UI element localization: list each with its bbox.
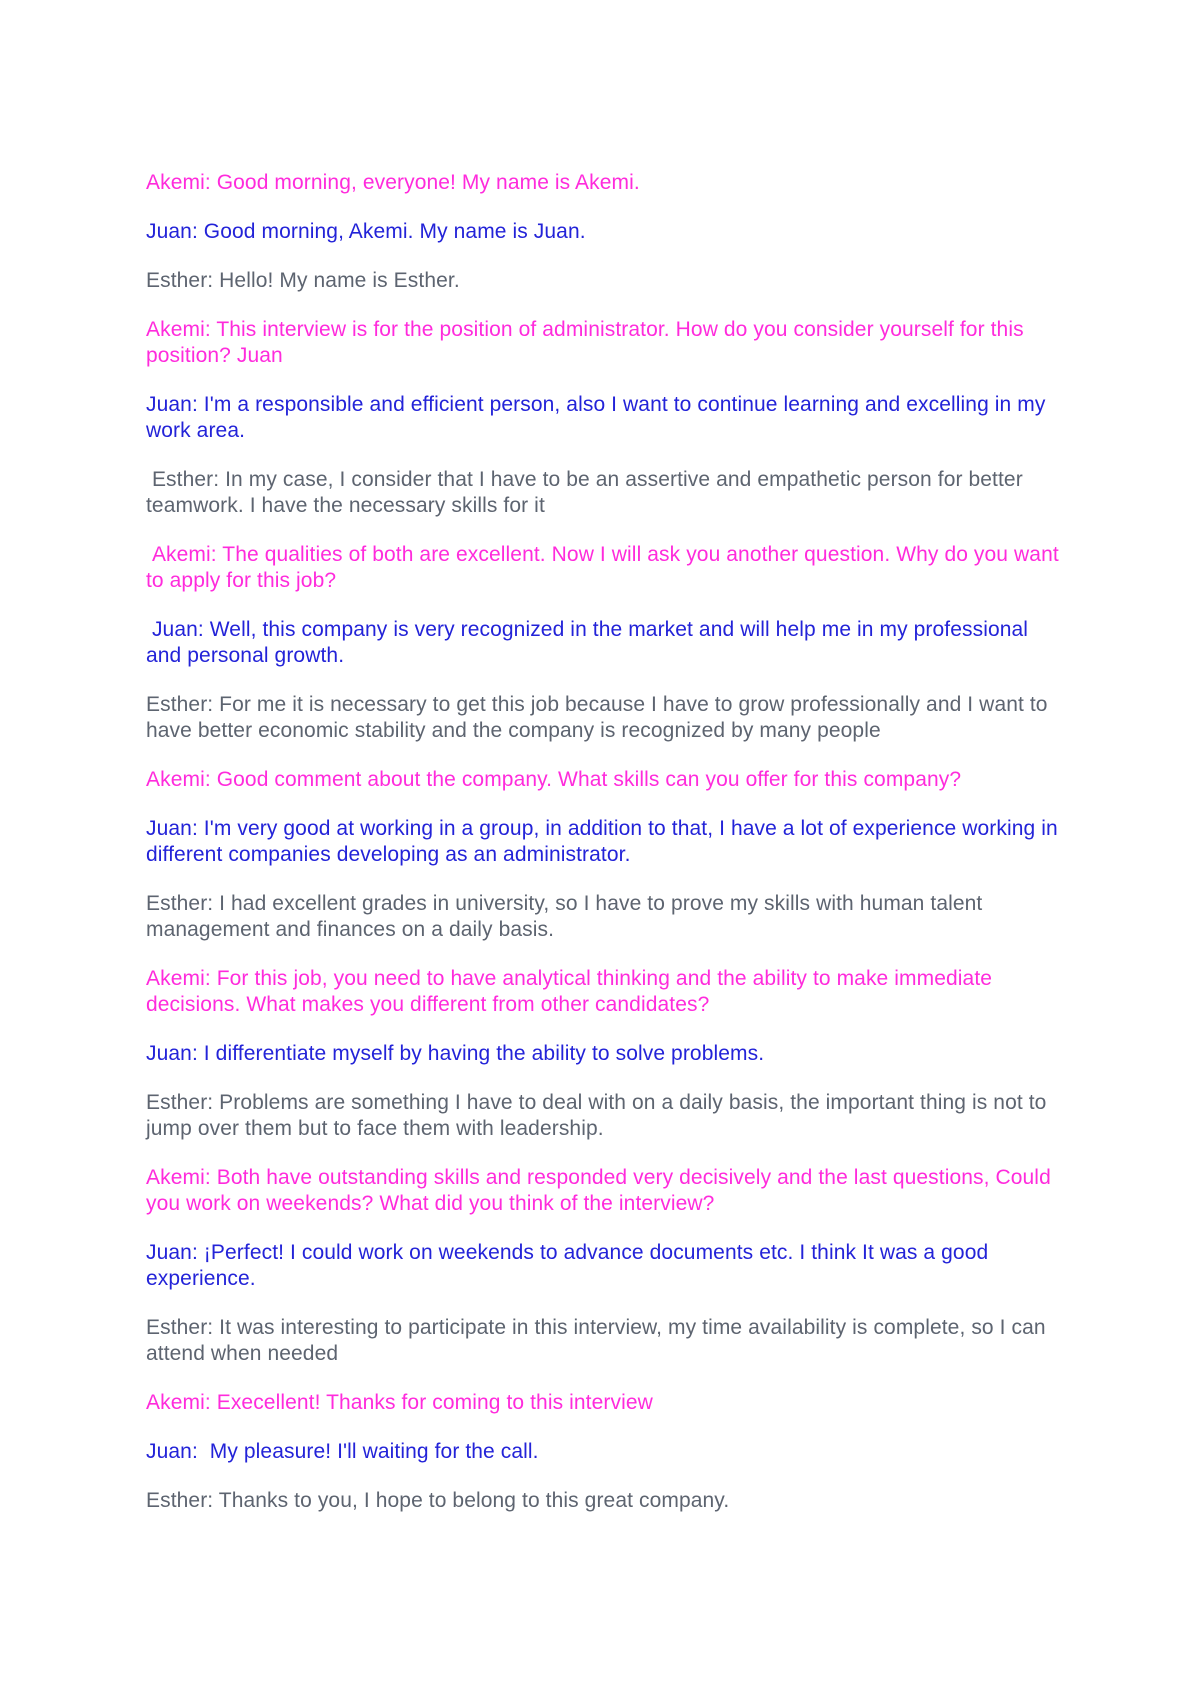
dialogue-line-juan: Juan: Good morning, Akemi. My name is Juan. (146, 220, 586, 243)
dialogue-line-esther: Esther: It was interesting to participate in this interview, my time availability is complete, so I can attend when needed (146, 1316, 1052, 1365)
dialogue-line-akemi: Akemi: Execellent! Thanks for coming to this interview (146, 1391, 653, 1414)
dialogue-body (146, 170, 1066, 1537)
dialogue-line-akemi: Akemi: Good morning, everyone! My name is Akemi. (146, 171, 640, 194)
dialogue-line-akemi: Akemi: For this job, you need to have analytical thinking and the ability to make immediate decisions. What makes you different from other candidates? (146, 967, 998, 1016)
dialogue-line-akemi: Akemi: The qualities of both are excellent. Now I will ask you another question. Why do you want to apply for this job? (146, 543, 1065, 592)
dialogue-line-esther: Esther: Thanks to you, I hope to belong to this great company. (146, 1489, 730, 1512)
dialogue-line-esther: Esther: Hello! My name is Esther. (146, 269, 460, 292)
dialogue-line-akemi: Akemi: This interview is for the position of administrator. How do you consider yourself for this position? Juan (146, 318, 1030, 367)
dialogue-line-juan: Juan: ¡Perfect! I could work on weekends to advance documents etc. I think It was a good experience. (146, 1241, 995, 1290)
dialogue-line-esther: Esther: I had excellent grades in university, so I have to prove my skills with human talent management and finances on a daily basis. (146, 892, 989, 941)
dialogue-line-juan: Juan: My pleasure! I'll waiting for the call. (146, 1440, 539, 1463)
dialogue-line-juan: Juan: I differentiate myself by having the ability to solve problems. (146, 1042, 765, 1065)
dialogue-line-juan: Juan: I'm a responsible and efficient person, also I want to continue learning and excelling in my work area. (146, 393, 1052, 442)
dialogue-line-akemi: Akemi: Good comment about the company. What skills can you offer for this company? (146, 768, 962, 791)
dialogue-line-esther: Esther: In my case, I consider that I have to be an assertive and empathetic person for better teamwork. I have the necessary skills for it (146, 468, 1029, 517)
dialogue-line-juan: Juan: I'm very good at working in a group, in addition to that, I have a lot of experience working in different companies developing as an administrator. (146, 817, 1064, 866)
dialogue-line-akemi: Akemi: Both have outstanding skills and responded very decisively and the last questions, Could you work on weekends? What did you think of the interview? (146, 1166, 1057, 1215)
dialogue-line-esther: Esther: Problems are something I have to deal with on a daily basis, the important thing is not to jump over them but to face them with leadership. (146, 1091, 1053, 1140)
dialogue-line-esther: Esther: For me it is necessary to get this job because I have to grow professionally and I want to have better economic stability and the company is recognized by many people (146, 693, 1054, 742)
dialogue-line-juan: Juan: Well, this company is very recognized in the market and will help me in my professional and personal growth. (146, 618, 1035, 667)
